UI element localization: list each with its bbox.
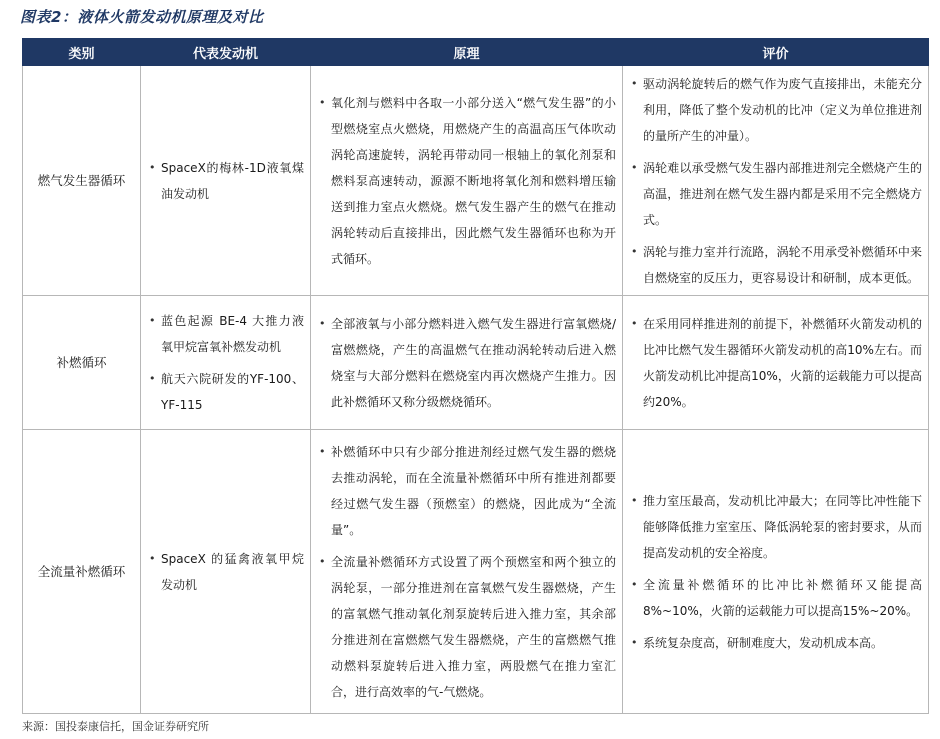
list-item: • 航天六院研发的YF-100、YF-115 xyxy=(147,366,304,418)
header-engine: 代表发动机 xyxy=(141,39,311,66)
principle-list xyxy=(317,439,616,705)
category-cell: 全流量补燃循环 xyxy=(23,430,141,714)
figure-title: 图表2：液体火箭发动机原理及对比 xyxy=(20,8,264,26)
evaluation-list xyxy=(629,71,922,291)
list-item: • 涡轮与推力室并行流路，涡轮不用承受补燃循环中来自燃烧室的反压力，更容易设计和研制，成本更低。 xyxy=(629,239,922,291)
list-item: • 蓝色起源 BE-4 大推力液氧甲烷富氧补燃发动机 xyxy=(147,308,304,360)
engine-cell xyxy=(141,430,311,714)
table-header-row xyxy=(23,39,929,66)
list-item: • SpaceX 的猛禽液氧甲烷发动机 xyxy=(147,546,304,598)
header-category: 类别 xyxy=(23,39,141,66)
category-cell: 燃气发生器循环 xyxy=(23,66,141,296)
header-principle: 原理 xyxy=(311,39,623,66)
engine-comparison-table xyxy=(22,38,929,714)
list-item: • 涡轮难以承受燃气发生器内部推进剂完全燃烧产生的高温，推进剂在燃气发生器内都是采用不完全燃烧方式。 xyxy=(629,155,922,233)
evaluation-cell xyxy=(623,66,929,296)
principle-cell xyxy=(311,66,623,296)
engine-cell xyxy=(141,296,311,430)
list-item: • 推力室压最高，发动机比冲最大；在同等比冲性能下能够降低推力室室压、降低涡轮泵的密封要求，从而提高发动机的安全裕度。 xyxy=(629,488,922,566)
engine-list xyxy=(147,546,304,598)
table-row xyxy=(23,296,929,430)
evaluation-list xyxy=(629,488,922,656)
table-row xyxy=(23,66,929,296)
header-evaluation: 评价 xyxy=(623,39,929,66)
list-item: • 系统复杂度高，研制难度大，发动机成本高。 xyxy=(629,630,922,656)
list-item: • 补燃循环中只有少部分推进剂经过燃气发生器的燃烧去推动涡轮，而在全流量补燃循环中所有推进剂都要经过燃气发生器（预燃室）的燃烧，因此成为“全流量”。 xyxy=(317,439,616,543)
engine-list xyxy=(147,155,304,207)
evaluation-cell xyxy=(623,430,929,714)
list-item: • 氧化剂与燃料中各取一小部分送入“燃气发生器”的小型燃烧室点火燃烧，用燃烧产生的高温高压气体吹动涡轮高速旋转，涡轮再带动同一根轴上的氧化剂泵和燃料泵高速转动，源源不断地将氧化剂和燃料增压输送到推力室点火燃烧。燃气发生器产生的燃气在推动涡轮转动后直接排出，因此燃气发生器循环也称为开式循环。 xyxy=(317,90,616,272)
engine-list xyxy=(147,308,304,418)
table-row xyxy=(23,430,929,714)
list-item: • 驱动涡轮旋转后的燃气作为废气直接排出，未能充分利用，降低了整个发动机的比冲（定义为单位推进剂的量所产生的冲量）。 xyxy=(629,71,922,149)
list-item: • SpaceX的梅林-1D液氧煤油发动机 xyxy=(147,155,304,207)
evaluation-list xyxy=(629,311,922,415)
list-item: • 在采用同样推进剂的前提下，补燃循环火箭发动机的比冲比燃气发生器循环火箭发动机的高10%左右。而火箭发动机比冲提高10%，火箭的运载能力可以提高约20%。 xyxy=(629,311,922,415)
source-note: 来源：国投泰康信托，国金证券研究所 xyxy=(22,720,209,733)
principle-cell xyxy=(311,430,623,714)
category-cell: 补燃循环 xyxy=(23,296,141,430)
principle-list xyxy=(317,311,616,415)
principle-cell xyxy=(311,296,623,430)
principle-list xyxy=(317,90,616,272)
list-item: • 全流量补燃循环方式设置了两个预燃室和两个独立的涡轮泵，一部分推进剂在富氧燃气发生器燃烧，产生的富氧燃气推动氧化剂泵旋转后进入推力室，其余部分推进剂在富燃燃气发生器燃烧，产生的富燃燃气推动燃料泵旋转后进入推力室，两股燃气在推力室汇合，进行高效率的气-气燃烧。 xyxy=(317,549,616,705)
list-item: • 全部液氧与小部分燃料进入燃气发生器进行富氧燃烧/富燃燃烧，产生的高温燃气在推动涡轮转动后进入燃烧室与大部分燃料在燃烧室内再次燃烧产生推力。因此补燃循环又称分级燃烧循环。 xyxy=(317,311,616,415)
engine-cell xyxy=(141,66,311,296)
list-item: • 全流量补燃循环的比冲比补燃循环又能提高8%~10%，火箭的运载能力可以提高15%~20%。 xyxy=(629,572,922,624)
evaluation-cell xyxy=(623,296,929,430)
